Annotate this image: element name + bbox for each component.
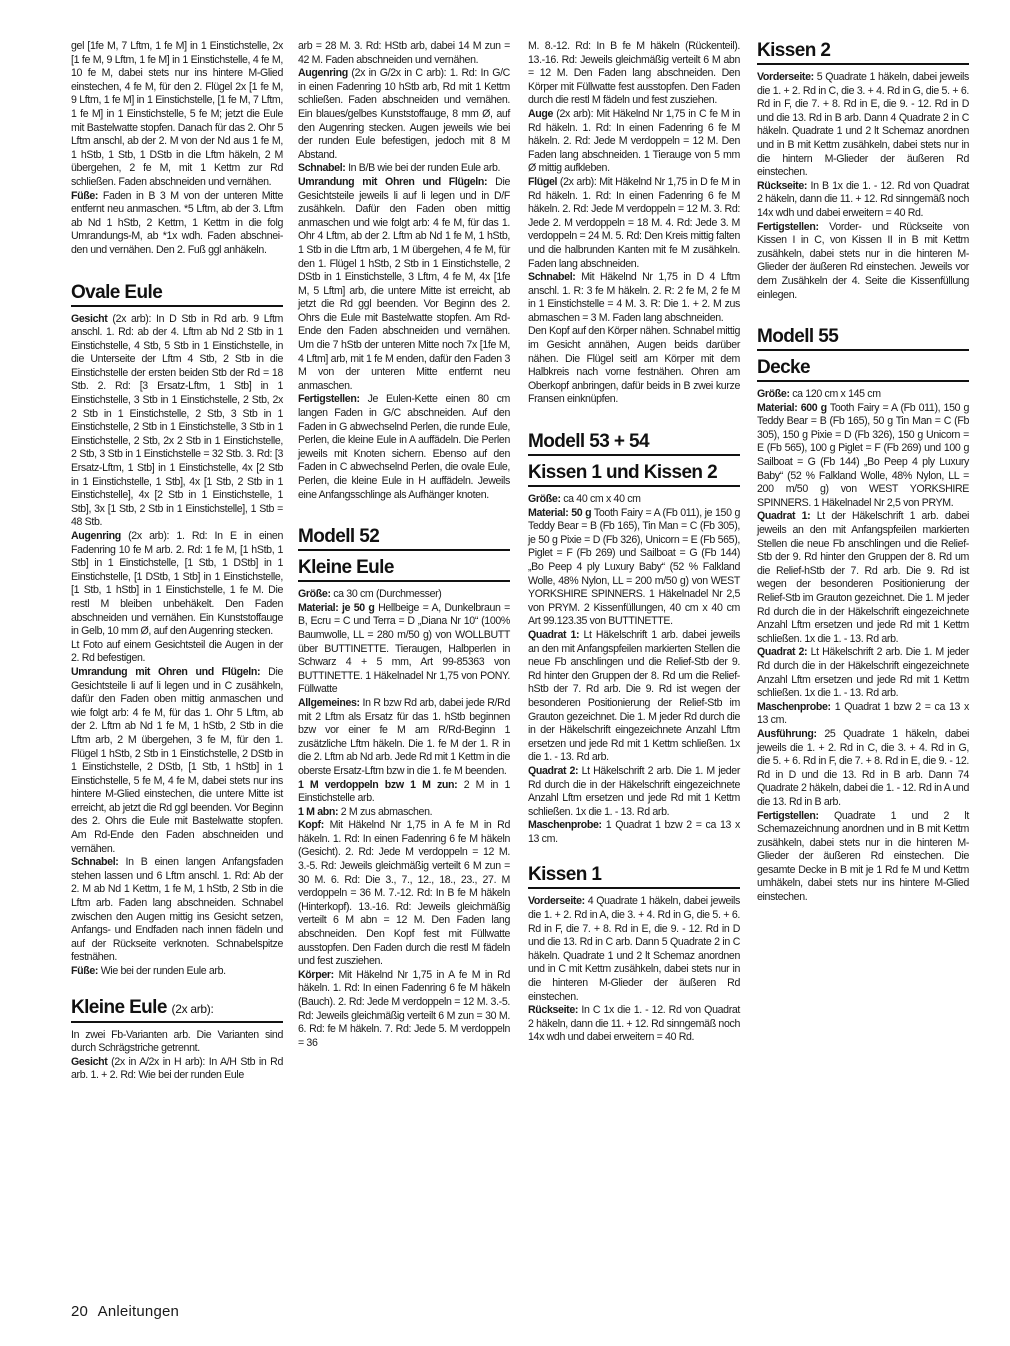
paragraph-augenring: Augenring (2x arb): 1. Rd: In E in einen Fadenring 10 fe M arb. 2. Rd: 1 fe M, [1 hStb, 1 Stb] in 1 Einstichstelle, [1 Stb, 1 DStb] in 1 Einstichstelle, [1 DStb, 1 Stb] in 1 Einstichstelle, [1 Stb, 1 hStb] in 1 Einstichstelle, 1 fe M. Die restl M bleiben unbehäkelt. Den Faden abschneiden und vernähen. Ein Kunststoffauge in Gelb, 10 mm Ø, auf den Augenring stecken. — [71, 530, 283, 638]
paragraph-quadrat-1: Quadrat 1: Lt Häkelschrift 1 arb. dabei jeweils an den mit Anfangspfeilen markierten Stellen die neue Fb anschlingen und die Relief-Stb der 9. Rd hinter den Gruppen der 8. Rd um die Relief-hStb der 7. Rd arb. Die 9. Rd ist wegen der besonderen Positionierung der Relief-Stb im Grauton gezeichnet. Die 1. M jeder Rd durch die in der Häkelschrift eingezeichnete Anzahl Lftm ersetzen und jede Rd mit 1 Kettm schließen. 1x die 1. - 13. Rd arb. — [528, 628, 741, 764]
heading-modell-55: Modell 55 — [757, 326, 969, 351]
paragraph-rueckseite: Rückseite: In B 1x die 1. - 12. Rd von Quadrat 2 häkeln, dann die 11. + 12. Rd sinngemäß noch 14x wdh und dabei erweitern = 40 Rd. — [757, 179, 970, 219]
paragraph-umrandung: Umrandung mit Ohren und Flügeln: Die Gesichtsteile li auf li legen und in C zusähkeln, dafür den Faden oben mittig anmaschen und wie folgt arb: 4 fe M, für das 1. Ohr 5 Lftm, ab der 2. Lftm ab Nd 1 fe M, 1 hStb, 2 Stb in die Lftm arb, 2 M übergehen, 3 fe M, für den 1. Flügel 1 hStb, 2 Stb in 1 Einstichstelle, 2 DStb in 1 Einstichstelle, 2 DStb, [1 Stb, 1 hStb] in 1 Einstichstelle, 5 fe M, 4 fe M, dabei stets nur ins hintere M-Glied einstechen, die untere Mitte ist erreicht, ab jetzt die Rd ggl beenden. Vor Beginn des 2. Ohrs die Eule mit Bastelwatte stopfen. Am Rd-Ende den Faden abschneiden und vernähen. — [71, 665, 283, 855]
paragraph-fertigstellen: Fertigstellen: Vorder- und Rückseite von Kissen I in C, von Kissen II in B mit Kettm zusähkeln, dabei stets nur in die hinteren M-Glieder der äußeren Rd einstechen. Jeweils vor dem Zusähkeln der 4. Seite die Kissenfüllung einlegen. — [757, 220, 969, 301]
paragraph-intro: gel [1fe M, 7 Lftm, 1 fe M] in 1 Einstichstelle, 2x [1 fe M, 9 Lftm, 1 fe M] in 1 Einstichstelle, 4 fe M, 10 fe M, dabei stets nur ins hintere M-Glied einstechen, 4 fe M, für den 2. Flügel 2x [1 fe M, 9 Lftm, 1 fe M] in 1 Einstichstelle, [1 fe M, 7 Lftm, 1 fe M] in 1 Einstichstelle, 5 fe M; jetzt die Eule mit Bastelwatte stopfen. Danach für das 2. Ohr 5 Lftm anschl, ab der 2. M von der Nd aus 1 fe M, 1 hStb, 1 Stb, 1 DStb in die Lftm häkeln, 2 M übergehen, 2 fe M, mit 1 Kettm zur Rd schließen. Faden abschneiden und vernähen. — [71, 40, 283, 188]
paragraph-schnabel: Schnabel: In B einen langen Anfangsfaden stehen lassen und 6 Lftm anschl. 1. Rd: Ab der 2. M ab Nd 1 Kettm, 1 fe M, 1 hStb, 2 Stb in die Lftm arb. Faden lang abschneiden. Schnabel zwischen den Augen mittig ins Gesicht setzen, Anfangs- und Endfaden nach innen fädeln und auf der Rückseite verknoten. Schnabelspitze festnähen. — [71, 856, 283, 964]
paragraph-maschenprobe: Maschenprobe: 1 Quadrat 1 bzw 2 = ca 13 x 13 cm. — [757, 700, 969, 727]
paragraph-material: Material: 50 g Tooth Fairy = A (Fb 011), je 150 g Teddy Bear = B (Fb 165), Tin Man = C (Fb 305), je 50 g Pixie = D (Fb 326), Unicorn = E (Fb 565), Piglet = F (Fb 269) und Sailboat = G (Fb 144) „Bo Peep 4 ply Luxury Baby“ (52 % Falkland Wolle, 48% Nylon, LL = 200 m/50 g) von WEST YORKSHIRE SPINNERS. 1 Häkelnadel Nr 2,5 von PRYM. 2 Kissenfüllungen, 40 cm x 40 cm Art 99.123.35 von BUTTINETTE. — [528, 506, 741, 628]
paragraph-kopf: Kopf: Mit Häkelnd Nr 1,75 in A fe M in Rd häkeln. 1. Rd: In einen Fadenring 6 fe M häkeln (Gesicht). 2. Rd: Jede M verdoppeln = 12 M. 3.-5. Rd: Jeweils gleichmäßig verteilt 6 M zun = 30 M. 6. Rd: Die 3., 7., 12., 18., 23., 27. M verdoppeln = 36 M. 7.-12. Rd: In B fe M häkeln (Hinterkopf). 13.-16. Rd: Jeweils gleichmäßig verteilt 6 M abn = 12 M. Den Faden lang abschneiden. Den Kopf fest mit Füllwatte ausstopfen. Den Faden durch die restl M fädeln und fest zusziehen. — [298, 819, 510, 968]
column-2 — [298, 40, 510, 1050]
paragraph-koerper: Körper: Mit Häkelnd Nr 1,75 in A fe M in Rd häkeln. 1. Rd: In einen Fadenring 6 fe M häkeln (Bauch). 2. Rd: Jede M verdoppeln = 12 M. 3.-5. Rd: Jeweils gleichmäßig verteilt 6 M zun = 30 M. 6. Rd: fe M häkeln. 7. Rd: Jede 5. M verdoppeln = 36 — [298, 968, 511, 1049]
paragraph-schnabel: Schnabel: Mit Häkelnd Nr 1,75 in D 4 Lftm anschl. 1. R: 3 fe M häkeln. 2. R: 2 fe M, 2 fe M in 1 Einstichstelle = 4 M. 3. R: Die 1. + 2. M zus abmaschen = 3 M. Faden lang abschneiden. — [528, 271, 740, 324]
paragraph-maschenprobe: Maschenprobe: 1 Quadrat 1 bzw 2 = ca 13 x 13 cm. — [528, 819, 740, 845]
paragraph-abnehmen: 1 M abn: 2 M zus abmaschen. — [298, 805, 433, 818]
paragraph-allgemeines: Allgemeines: In R bzw Rd arb, dabei jede R/Rd mit 2 Lftm als Ersatz für das 1. hStb beginnen bzw vor einer fe M am R/Rd-Beginn 1 zusätzliche Lftm häkeln. Die 1. fe M der 1. R in die 2. Lftm ab Nd arb. Jede Rd mit 1 Kettm in die oberste Ersatz-Lftm bzw in die 1. fe M beenden. — [298, 696, 510, 777]
paragraph-augenring: Augenring (2x in G/2x in C arb): 1. Rd: In G/C in einen Fadenring 10 hStb arb, Rd mit 1 Kettm schließen. Faden abschneiden und vernähen. Ein blaues/gelbes Kunststoffauge, 8 mm Ø, auf den Augenring stecken. Augen jeweils wie bei der runden Eule befestigen, jedoch mit 8 M Abstand. — [298, 67, 510, 161]
paragraph-quadrat-2: Quadrat 2: Lt Häkelschrift 2 arb. Die 1. M jeder Rd durch die in der Häkelschrift eingezeichnete Anzahl Lftm ersetzen und jede Rd mit 1 Kettm schließen. 1x die 1. - 13. Rd arb. — [757, 646, 970, 700]
paragraph-intro: M. 8.-12. Rd: In B fe M häkeln (Rückenteil). 13.-16. Rd: Jeweils gleichmäßig verteilt 6 M abn = 12 M. Den Faden lang abschneiden. Den Körper mit Füllwatte fest ausstopfen. Den Faden durch die restl M fädeln und fest zusziehen. — [528, 40, 740, 107]
paragraph-kopf-koerper: Den Kopf auf den Körper nähen. Schnabel mittig im Gesicht annähen, Augen beids darüber nähen. Die Flügel seitl am Körper mit dem Halbkreis nach vorne festnähen. Ohren am Oberkopf anbringen, dafür beids in B zwei kurze Fransen einknüpfen. — [528, 325, 740, 406]
paragraph-material: Material: 600 g Tooth Fairy = A (Fb 011), 150 g Teddy Bear = B (Fb 165), 50 g Tin Man = C (Fb 305), 150 g Pixie = D (Fb 326), 150 g Unicorn = E (Fb 565), 100 g Piglet = F (Fb 269) und 100 g Sailboat = G (Fb 144) „Bo Peep 4 ply Luxury Baby“ (52 % Falkland Wolle, 48% Nylon, LL = 200 m/50 g) von WEST YORKSHIRE SPINNERS. 1 Häkelnadel Nr 2,5 von PRYM. — [757, 401, 970, 509]
paragraph-auge: Auge (2x arb): Mit Häkelnd Nr 1,75 in C fe M in Rd häkeln. 1. Rd: In einen Fadenring 6 fe M häkeln. 2. Rd: Jede M verdoppeln = 12 M. Den Faden lang abschneiden. 1 Tierauge von 5 mm Ø mittig aufkleben. — [528, 107, 740, 175]
paragraph-fuesse: Füße: Faden in B 3 M von der unteren Mitte entfernt neu anmaschen. *5 Lftm, ab der 3. Lftm ab Nd 1 hStb, 2 Kettm, 1 Kettm in die folg Umrandungs-M, ab *1x wdh. Faden abschnei-den und vernähen. Den 2. Fuß ggl anhäkeln. — [71, 189, 284, 256]
paragraph-fertigstellen-2: Fertigstellen: Quadrate 1 und 2 lt Schemazeichnung anordnen und in B mit Kettm zusähkeln, dabei stets nur in die hinteren M-Glieder der äußeren Rd einstechen. Die gesamte Decke in B mit je 1 Rd fe M und Kettm umhäkeln, dabei stets nur ins hintere M-Glied einstechen. — [757, 809, 969, 904]
section-name: Anleitungen — [97, 1303, 180, 1320]
paragraph-ausfuehrung: Ausführung: 25 Quadrate 1 häkeln, dabei jeweils die 1. + 2. Rd in C, die 3. + 4. Rd in G, die 5. + 6. Rd in F, die 7. + 8. Rd in E, die 9. - 12. Rd in D und die 13. Rd in B arb. Dann 74 Quadrate 2 häkeln, dabei die 1. - 12. Rd in A und die 13. Rd in B arb. — [757, 727, 970, 808]
paragraph-rueckseite: Rückseite: In C 1x die 1. - 12. Rd von Quadrat 2 häkeln, dann die 11. + 12. Rd sinngemäß noch 14x wdh und dabei erweitern = 40 Rd. — [528, 1004, 741, 1044]
paragraph-gesicht-2: Gesicht (2x in A/2x in H arb): In A/H Stb in Rd arb. 1. + 2. Rd: Wie bei der runden Eule — [71, 1055, 283, 1082]
paragraph-verdoppeln: 1 M verdoppeln bzw 1 M zun: 2 M in 1 Einstichstelle arb. — [298, 778, 511, 805]
heading-modell-52: Modell 52 — [298, 526, 510, 551]
paragraph-vorderseite: Vorderseite: 5 Quadrate 1 häkeln, dabei jeweils die 1. + 2. Rd in C, die 3. + 4. Rd in G, die 5. + 6. Rd in F, die 7. + 8. Rd in E, die 9. - 12. Rd in D und die 13. Rd in B arb. Dann 4 Quadrate 2 in C häkeln. Quadrate 1 und 2 lt Schemaz anordnen und in B mit Kettm zusähkeln, dabei stets nur in die hintern M-Glieder der äußeren Rd einstechen. — [757, 71, 969, 179]
paragraph-schnabel: Schnabel: In B/B wie bei der runden Eule arb. — [298, 162, 501, 175]
paragraph-foto: Lt Foto auf einem Gesichtsteil die Augen in der 2. Rd befestigen. — [71, 638, 283, 665]
paragraph-vorderseite: Vorderseite: 4 Quadrate 1 häkeln, dabei jeweils die 1. + 2. Rd in A, die 3. + 4. Rd in G, die 5. + 6. Rd in F, die 7. + 8. Rd in E, die 9. - 12. Rd in D und die 13. Rd in C arb. Dann 5 Quadrate 2 in C häkeln. Quadrate 1 und 2 lt Schemaz anordnen und in C mit Kettm zusähkeln, dabei stets nur in die hinteren M-Glieder der äußeren Rd einstechen. — [528, 895, 740, 1003]
paragraph-groesse: Größe: ca 30 cm (Durchmesser) — [298, 588, 442, 601]
paragraph-groesse: Größe: ca 120 cm x 145 cm — [757, 388, 881, 401]
column-4 — [757, 40, 969, 905]
paragraph-varianten: In zwei Fb-Varianten arb. Die Varianten sind durch Schrägstriche getrennt. — [71, 1028, 283, 1055]
heading-kissen-1: Kissen 1 — [528, 864, 740, 889]
paragraph-fertigstellen: Fertigstellen: Je Eulen-Kette einen 80 cm langen Faden in G/C abschneiden. Auf den Faden in G abwechselnd Perlen, die runde Eule, Perlen, die kleine Eule in A auffädeln. Die Perlen jeweils mit Knoten sichern. Ebenso auf den Faden in C abwechselnd Perlen, die ovale Eule, Perlen, die kleine Eule in H auffädeln. Jeweils eine Anfangsschlinge als Aufhänger knoten. — [298, 393, 511, 501]
column-1 — [71, 40, 283, 1083]
paragraph-intro: arb = 28 M. 3. Rd: HStb arb, dabei 14 M zun = 42 M. Faden abschneiden und vernähen. — [298, 40, 510, 66]
paragraph-fuesse-2: Füße: Wie bei der runden Eule arb. — [71, 965, 226, 977]
heading-modell-53-54: Modell 53 + 54 — [528, 431, 740, 456]
heading-kissen-1-2: Kissen 1 und Kissen 2 — [528, 462, 740, 487]
paragraph-groesse: Größe: ca 40 cm x 40 cm — [528, 493, 641, 506]
heading-kleine-eule: Kleine Eule (2x arb): — [71, 997, 283, 1023]
heading-ovale-eule: Ovale Eule — [71, 282, 283, 307]
paragraph-fluegel: Flügel (2x arb): Mit Häkelnd Nr 1,75 in D fe M in Rd häkeln. 1. Rd: In einen Fadenring 6 fe M häkeln. 2. Rd: Jede M verdoppeln = 12 M. 3. Rd: Jede 2. M verdoppeln = 18 M. 4. Rd: Jede 3. M verdoppeln = 24 M. 5. Rd: Den Kreis mittig falten und die halbrunden Kanten mit fe M zusähkeln. Faden lang abschneiden. — [528, 175, 740, 270]
paragraph-umrandung: Umrandung mit Ohren und Flügeln: Die Gesichtsteile jeweils li auf li legen und in D/F zusähkeln. Dafür den Faden oben mittig anmaschen und wie folgt arb: 4 fe M, für das 1. Ohr 4 Lftm, ab der 2. Lftm ab Nd 1 fe M, 1 hStb, 1 Stb in die Lftm arb, 1 M übergehen, 4 fe M, für den 1. Flügel 1 hStb, 2 Stb in 1 Einstichstelle, 2 DStb in 1 Einstichstelle, 3 Lftm, 4 fe M, 4x [1fe M, 5 Lftm] arb, die untere Mitte ist erreicht, ab jetzt die Rd ggl beenden. Vor Beginn des 2. Ohrs die Eule mit Bastelwatte stopfen. Am Rd-Ende den Faden abschneiden und vernähen. Um die 7 hStb der unteren Mitte noch 7x [1fe M, 4 Lftm] arb, mit 1 fe M enden, dafür den Faden 3 M von der unteren Mitte entfernt neu anmaschen. — [298, 175, 510, 392]
paragraph-quadrat-1: Quadrat 1: Lt der Häkelschrift 1 arb. dabei jeweils an den mit Anfangspfeilen markierten Stellen die neue Fb anschlingen und die Relief-Stb der 9. Rd hinter den Gruppen der 8. Rd um die Relief-hStb der 7. Rd arb. Die 9. Rd ist wegen der besonderen Positionierung der Relief-Stb im Grauton gezeichnet. Die 1. M jeder Rd durch die in der Häkelschrift eingezeichnete Anzahl Lftm ersetzen und jede Rd mit 1 Kettm schließen. 1x die 1. - 13. Rd arb. — [757, 510, 970, 645]
heading-kissen-2: Kissen 2 — [757, 40, 969, 65]
column-3 — [528, 40, 740, 1045]
paragraph-quadrat-2: Quadrat 2: Lt Häkelschrift 2 arb. Die 1. M jeder Rd durch die in der Häkelschrift eingezeichnete Anzahl Lftm ersetzen und jede Rd mit 1 Kettm schließen. 1x die 1. - 13. Rd arb. — [528, 764, 741, 818]
heading-kleine-eule-title: Kleine Eule — [298, 557, 510, 582]
page-number: 20 — [71, 1303, 89, 1320]
paragraph-material: Material: je 50 g Hellbeige = A, Dunkelbraun = B, Ecru = C und Terra = D „Diana Nr 10“ (100% Baumwolle, LL = 280 m/50 g) von WOLLBUTT über BUTTINETTE. Tieraugen, Halbperlen in Schwarz 4 + 5 mm, Art 99-85363 von BUTTINETTE. 1 Häkelnadel Nr 1,75 von PONY. Füllwatte — [298, 601, 510, 696]
paragraph-gesicht: Gesicht (2x arb): In D Stb in Rd arb. 9 Lftm anschl. 1. Rd: ab der 4. Lftm ab Nd 2 Stb in 1 Einstichstelle, 4 Stb, 5 Stb in 1 Einstichstelle, in die Unterseite der Lftm 4 Stb, 2 Stb in die Einstichstelle der ersten beiden Stb der Rd = 18 Stb. 2. Rd: [3 Ersatz-Lftm, 1 Stb] in 1 Einstichstelle, 3 Stb in 1 Einstichstelle, 2 Stb, 2x 2 Stb in 1 Einstichstelle, 2 Stb, 3 Stb in 1 Einstichstelle, 2 Stb in 1 Einstichstelle, 3 Stb in 1 Einstichstelle, 2 Stb, 2x 2 Stb in 1 Einstichstelle, 2 Stb, 3 Stb in 1 Einstichstelle = 32 Stb. 3. Rd: [3 Ersatz-Lftm, 1 Stb] in 1 Einstichstelle, 4x [2 Stb in 1 Einstichstelle, 1 Stb], 4x [1 Stb, 2 Stb in 1 Einstichstelle], 4x [2 Stb in 1 Einstichstelle, 1 Stb], 3x [1 Stb, 2 Stb in 1 Einstichstelle], 1 Stb = 48 Stb. — [71, 312, 284, 529]
heading-decke: Decke — [757, 357, 969, 382]
page-footer — [71, 1303, 179, 1320]
